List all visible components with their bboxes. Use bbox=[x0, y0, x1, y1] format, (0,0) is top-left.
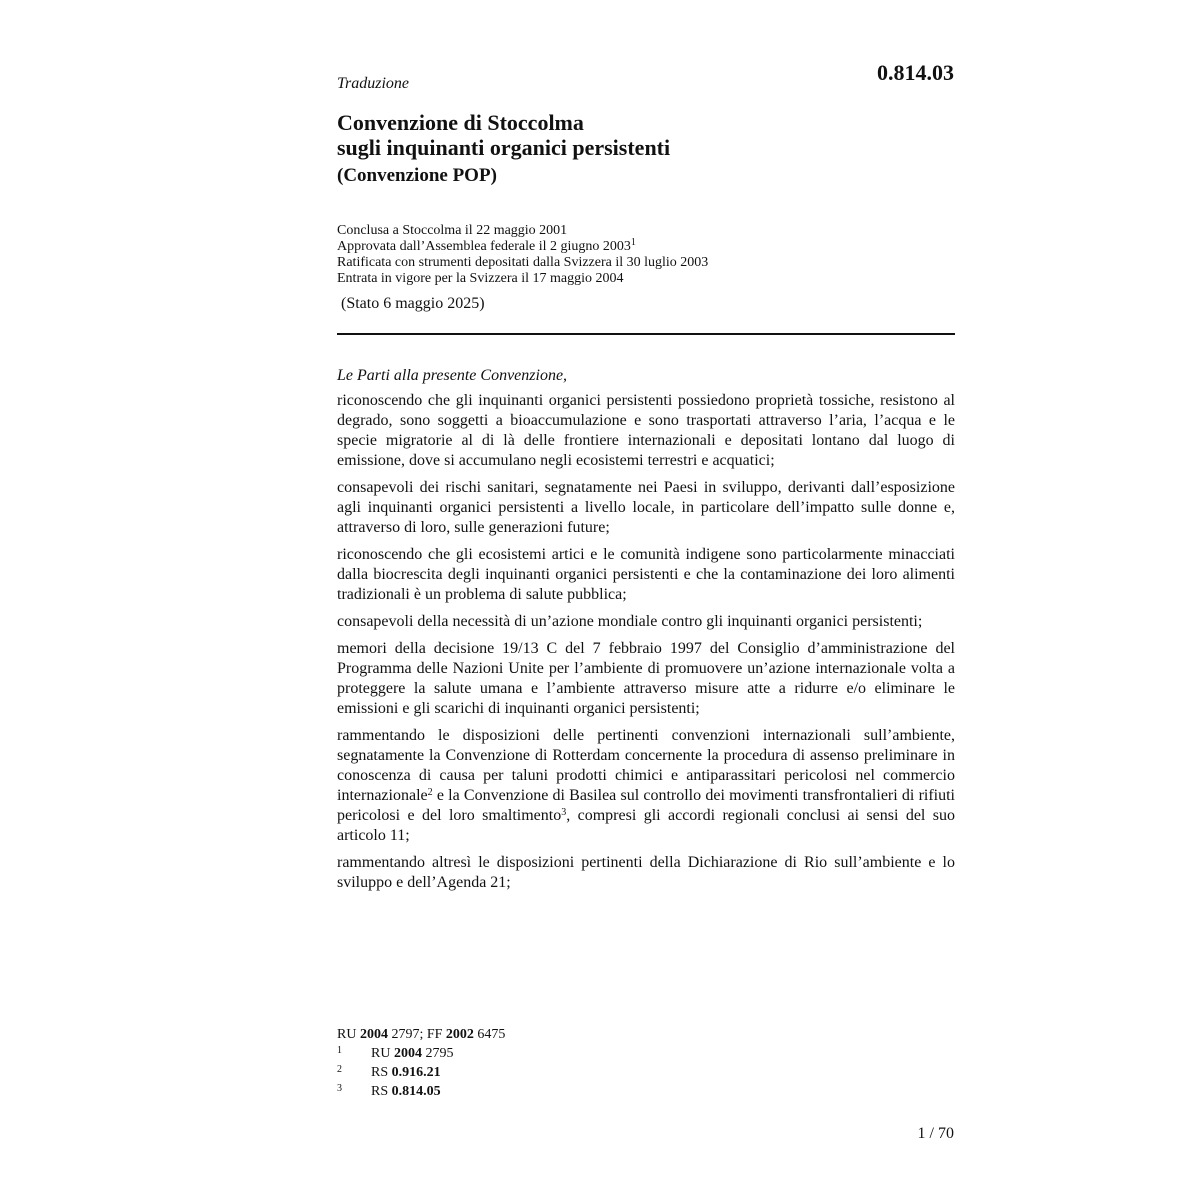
date-in-force: Entrata in vigore per la Svizzera il 17 maggio 2004 bbox=[337, 271, 624, 286]
title-line-1: Convenzione di Stoccolma bbox=[337, 110, 584, 135]
date-approved bbox=[337, 239, 708, 255]
footnote-item bbox=[337, 1043, 505, 1062]
footnotes bbox=[337, 1027, 505, 1100]
translation-label: Traduzione bbox=[337, 75, 410, 92]
footnote-link[interactable]: 0.814.05 bbox=[391, 1084, 441, 1099]
date-approved-text: Approvata dall’Assemblea federale il 2 giugno 2003 bbox=[337, 239, 631, 254]
preamble-paragraph: memori della decisione 19/13 C del 7 febbraio 1997 del Consiglio d’amministrazione del Programma delle Nazioni Unite per l’ambiente di promuovere un’azione internazionale volta a proteggere la salute umana e l’ambiente attraverso misure atte a ridurre e/o eliminare le emissioni e gli scarichi di inquinanti organici persistenti; bbox=[337, 640, 955, 717]
source-ru-year: 2004 bbox=[359, 1027, 388, 1042]
preamble-paragraph: consapevoli dei rischi sanitari, segnatamente nei Paesi in sviluppo, derivanti dall’esposizione agli inquinanti organici persistenti a livello locale, in particolare dell’impatto sulle donne e, attraverso di loro, sulle generazioni future; bbox=[337, 479, 955, 536]
date-concluded: Conclusa a Stoccolma il 22 maggio 2001 bbox=[337, 223, 568, 238]
footnote-suffix: 2795 bbox=[421, 1046, 454, 1061]
footnote-item bbox=[337, 1081, 505, 1100]
source-ff-year: 2002 bbox=[445, 1027, 474, 1042]
preamble-paragraph: consapevoli della necessità di un’azione mondiale contro gli inquinanti organici persistenti; bbox=[337, 613, 923, 630]
source-ru-number: 2797; FF bbox=[387, 1027, 446, 1042]
paragraph-text: rammentando le disposizioni delle pertinenti convenzioni internazionali sull’ambiente, segnatamente la Convenzione di Rotterdam concernente la procedura di assenso preliminare in conoscenza di causa per taluni prodotti chimici e antiparassitari pericolosi nel commercio internazionale bbox=[337, 727, 955, 804]
footnote-link[interactable]: 2004 bbox=[393, 1046, 422, 1061]
footnote-link[interactable]: 0.916.21 bbox=[391, 1065, 441, 1080]
document-title bbox=[337, 110, 670, 160]
page-number: 1 / 70 bbox=[917, 1125, 954, 1142]
source-ru-label: RU bbox=[337, 1027, 360, 1042]
footnote-number: 2 bbox=[337, 1064, 342, 1075]
footnote-ref-3[interactable]: 3 bbox=[561, 807, 567, 818]
paragraph-text: , compresi gli accordi regionali conclusi ai sensi del suo articolo 11; bbox=[337, 807, 955, 844]
footnote-ref-2[interactable]: 2 bbox=[427, 787, 433, 798]
date-ratified: Ratificata con strumenti depositati dalla Svizzera il 30 luglio 2003 bbox=[337, 255, 709, 270]
preamble-paragraph: riconoscendo che gli inquinanti organici persistenti possiedono proprietà tossiche, resistono al degrado, sono soggetti a bioaccumulazione e sono trasportati attraverso l’aria, l’acqua e le specie migratorie al di là delle frontiere internazionali e depositati lontano dal luogo di emissione, dove si accumulano negli ecosistemi terrestri e acquatici; bbox=[337, 392, 955, 469]
header-divider bbox=[337, 333, 955, 335]
footnote-number: 3 bbox=[337, 1083, 342, 1094]
preamble-paragraph bbox=[337, 726, 955, 846]
source-ff-number: 6475 bbox=[473, 1027, 506, 1042]
footnote-prefix: RS bbox=[371, 1065, 392, 1080]
preamble-intro: Le Parti alla presente Convenzione, bbox=[337, 367, 568, 384]
preamble bbox=[337, 366, 955, 900]
footnote-item bbox=[337, 1062, 505, 1081]
sr-number: 0.814.03 bbox=[877, 60, 954, 85]
document-short-title: (Convenzione POP) bbox=[337, 165, 497, 186]
source-reference bbox=[337, 1027, 505, 1043]
footnote-number: 1 bbox=[337, 1045, 342, 1056]
footnote-ref-1[interactable]: 1 bbox=[630, 237, 636, 248]
paragraph-text: e la Convenzione di Basilea sul controllo dei movimenti transfrontalieri di rifiuti pericolosi e del loro smaltimento bbox=[337, 787, 955, 824]
title-line-2: sugli inquinanti organici persistenti bbox=[337, 135, 671, 160]
preamble-paragraph: riconoscendo che gli ecosistemi artici e le comunità indigene sono particolarmente minacciati dalla biocrescita degli inquinanti organici persistenti e che la contaminazione dei loro alimenti tradizionali è un problema di salute pubblica; bbox=[337, 546, 955, 603]
document-dates bbox=[337, 223, 708, 287]
status-date: (Stato 6 maggio 2025) bbox=[341, 295, 485, 312]
preamble-paragraph: rammentando altresì le disposizioni pertinenti della Dichiarazione di Rio sull’ambiente e lo sviluppo e dell’Agenda 21; bbox=[337, 854, 955, 891]
footnote-prefix: RU bbox=[371, 1046, 394, 1061]
footnote-prefix: RS bbox=[371, 1084, 392, 1099]
